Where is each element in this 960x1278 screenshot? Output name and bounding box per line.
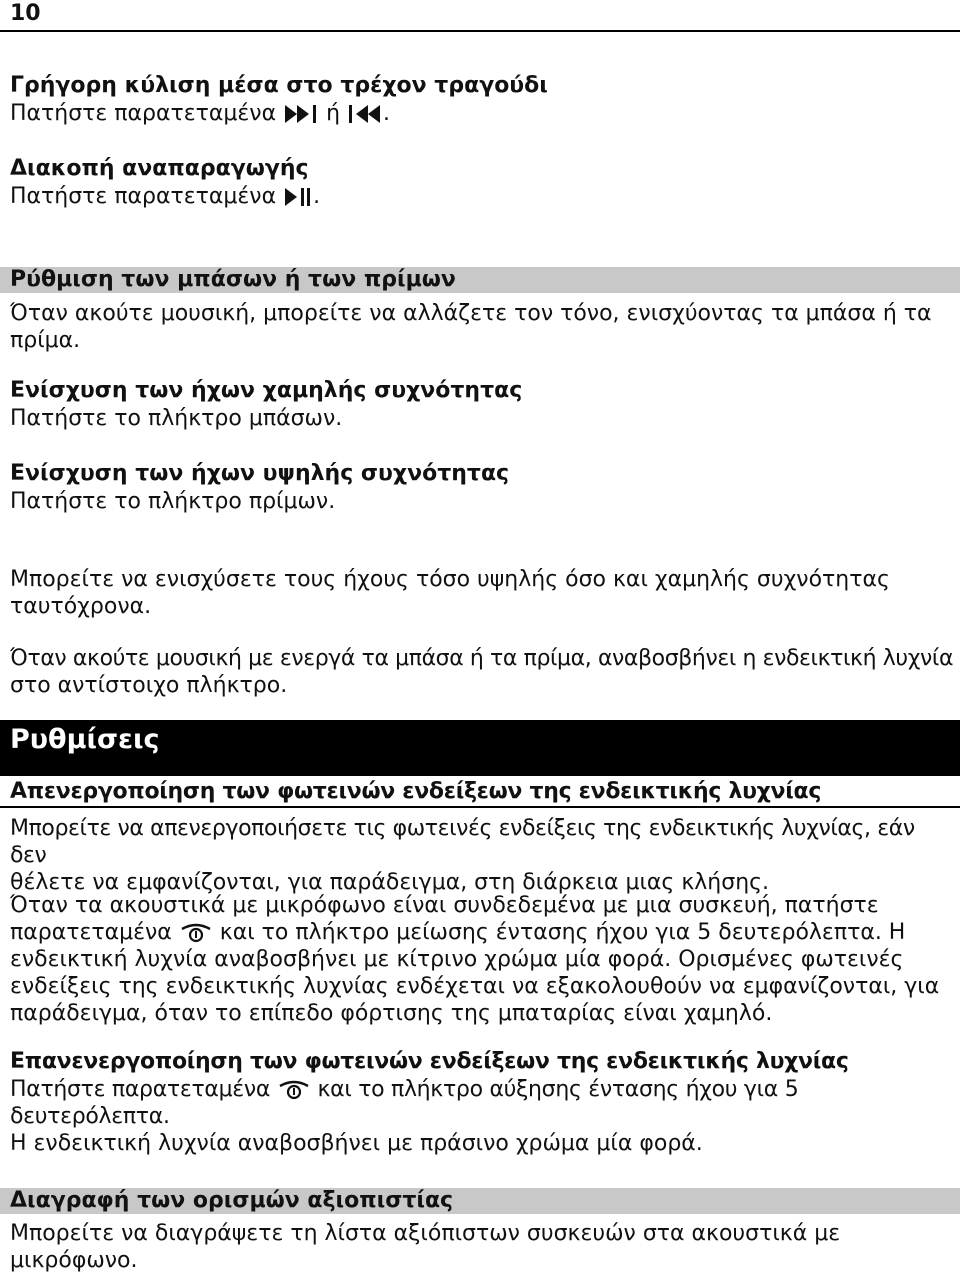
- both-frequencies-paragraph: [10, 566, 954, 620]
- high-frequency-heading: Ενίσχυση των ήχων υψηλής συχνότητας: [10, 461, 510, 486]
- bass-treble-title-bar: [0, 267, 960, 293]
- disable-paragraph-2: [10, 892, 954, 1027]
- settings-title: Ρυθμίσεις: [10, 724, 160, 755]
- bass-treble-intro-line2: πρίμα.: [10, 328, 81, 353]
- stop-playback-section: [10, 155, 954, 210]
- enable-text-before: Πατήστε παρατεταμένα: [10, 1077, 271, 1102]
- call-button-icon: [277, 1079, 311, 1101]
- high-frequency-text: Πατήστε το πλήκτρο πρίμων.: [10, 489, 336, 514]
- delete-trusted-line2: μικρόφωνο.: [10, 1248, 138, 1273]
- fast-scroll-section: [10, 72, 954, 127]
- blink-line1: Όταν ακούτε μουσική με ενεργά τα μπάσα ή τα πρίμα, αναβοσβήνει η ενδεικτική λυχνία: [10, 646, 954, 671]
- fast-scroll-instruction: [10, 100, 954, 127]
- enable-lights-section: [10, 1048, 954, 1157]
- stop-playback-instruction: [10, 183, 954, 210]
- enable-lights-heading: Επανενεργοποίηση των φωτεινών ενδείξεων της ενδεικτικής λυχνίας: [10, 1049, 849, 1074]
- blink-paragraph: [10, 645, 954, 699]
- disable-p2-text-before: παρατεταμένα: [10, 920, 172, 945]
- page-number: 10: [10, 1, 41, 26]
- disable-p2-text-after: και το πλήκτρο μείωσης έντασης ήχου για 5 δευτερόλεπτα. Η: [219, 920, 906, 945]
- call-button-icon: [179, 922, 213, 944]
- stop-playback-text-after: .: [313, 184, 321, 209]
- delete-trusted-paragraph: [10, 1220, 954, 1274]
- fast-scroll-text-after: .: [383, 101, 391, 126]
- bass-treble-intro: [10, 300, 954, 354]
- enable-text-after: και το πλήκτρο αύξησης έντασης ήχου για 5 δευτερόλεπτα.: [10, 1077, 799, 1129]
- disable-p2-line3: ενδεικτική λυχνία αναβοσβήνει με κίτρινο χρώμα μία φορά. Ορισμένες φωτεινές: [10, 947, 904, 972]
- disable-lights-heading: Απενεργοποίηση των φωτεινών ενδείξεων της ενδεικτικής λυχνίας: [10, 779, 822, 804]
- bass-treble-title: Ρύθμιση των μπάσων ή των πρίμων: [10, 267, 456, 292]
- both-frequencies-line1: Μπορείτε να ενισχύσετε τους ήχους τόσο υψηλής όσο και χαμηλής συχνότητας: [10, 567, 890, 592]
- disable-p2-line5: παράδειγμα, όταν το επίπεδο φόρτισης της μπαταρίας είναι χαμηλό.: [10, 1001, 773, 1026]
- enable-line1: [10, 1076, 954, 1130]
- bass-treble-intro-line1: Όταν ακούτε μουσική, μπορείτε να αλλάζετε τον τόνο, ενισχύοντας τα μπάσα ή τα: [10, 301, 932, 326]
- disable-p2-line4: ενδείξεις της ενδεικτικής λυχνίας ενδέχεται να εξακολουθούν να εμφανίζονται, για: [10, 974, 940, 999]
- play-pause-icon: [283, 186, 313, 208]
- stop-playback-heading: Διακοπή αναπαραγωγής: [10, 156, 309, 181]
- next-track-icon: [283, 103, 319, 125]
- stop-playback-text-before: Πατήστε παρατεταμένα: [10, 184, 277, 209]
- disable-heading-rule: [0, 806, 960, 808]
- delete-trusted-line1: Μπορείτε να διαγράψετε τη λίστα αξιόπιστων συσκευών στα ακουστικά με: [10, 1221, 841, 1246]
- disable-p1-line2: θέλετε να εμφανίζονται, για παράδειγμα, στη διάρκεια μιας κλήσης.: [10, 870, 770, 895]
- both-frequencies-line2: ταυτόχρονα.: [10, 594, 152, 619]
- low-frequency-heading: Ενίσχυση των ήχων χαμηλής συχνότητας: [10, 378, 523, 403]
- low-frequency-block: [10, 377, 954, 432]
- fast-scroll-heading: Γρήγορη κύλιση μέσα στο τρέχον τραγούδι: [10, 73, 548, 98]
- delete-trusted-title: Διαγραφή των ορισμών αξιοπιστίας: [10, 1188, 454, 1213]
- disable-p1-line1: Μπορείτε να απενεργοποιήσετε τις φωτεινές ενδείξεις της ενδεικτικής λυχνίας, εάν δεν: [10, 816, 915, 868]
- low-frequency-text: Πατήστε το πλήκτρο μπάσων.: [10, 406, 343, 431]
- delete-trusted-title-bar: [0, 1188, 960, 1214]
- previous-track-icon: [347, 103, 383, 125]
- fast-scroll-text-before: Πατήστε παρατεταμένα: [10, 101, 277, 126]
- header-rule: [0, 30, 960, 32]
- fast-scroll-text-middle: ή: [326, 101, 341, 126]
- disable-paragraph-1: [10, 815, 954, 896]
- settings-title-bar: [0, 720, 960, 776]
- blink-line2: στο αντίστοιχο πλήκτρο.: [10, 673, 288, 698]
- disable-p2-line1: Όταν τα ακουστικά με μικρόφωνο είναι συνδεδεμένα με μια συσκευή, πατήστε: [10, 893, 879, 918]
- disable-p2-line2: [10, 919, 954, 946]
- high-frequency-block: [10, 460, 954, 515]
- disable-lights-section: [10, 778, 954, 806]
- enable-line2: Η ενδεικτική λυχνία αναβοσβήνει με πράσινο χρώμα μία φορά.: [10, 1131, 703, 1156]
